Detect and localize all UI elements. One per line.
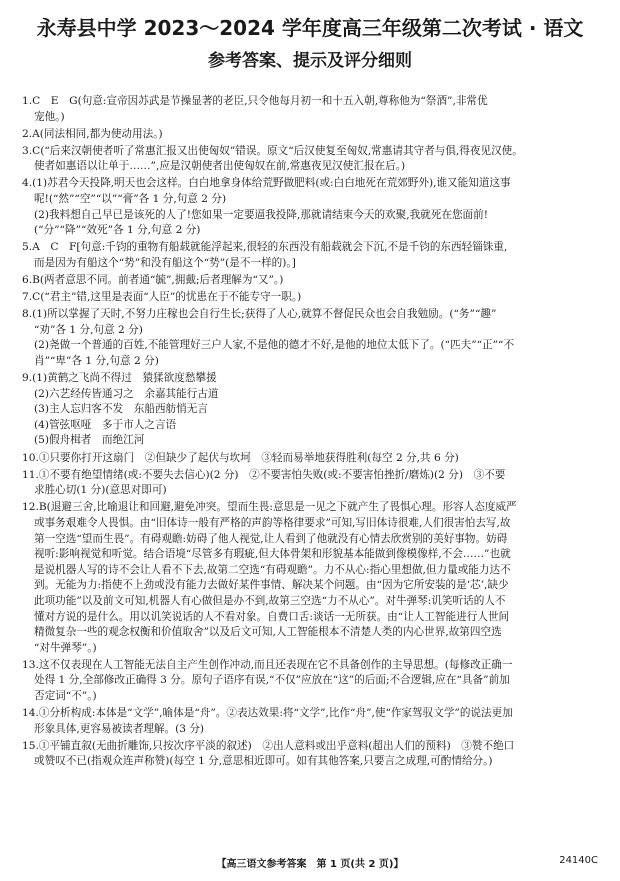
answer-item (22, 658, 604, 705)
answer-line: (“分”“降”“效死”各 1 分,句意 2 分) (34, 224, 201, 237)
answer-line: 精微复杂一些的观念权衡和价值取舍”以及后文可知,人工智能根本不清楚人类的内心世界,故第四空选 (34, 626, 502, 639)
answer-item (22, 371, 604, 449)
answer-list (22, 94, 604, 771)
answer-item (22, 176, 604, 238)
answer-line: 此项功能”以及前文可知,机器人有心做但是办不到,故第三空选“力不从心”。对牛弹琴:讥笑听话的人不 (34, 594, 506, 607)
answer-line: 处得 1 分,全部修改正确得 3 分。原句子语序有误,“不仅”应放在“这”的后面;不合逻辑,应在“具备”前加 (34, 674, 510, 687)
answer-item (22, 290, 604, 306)
answer-line: 形象具体,更容易被读者理解。(3 分) (34, 722, 205, 735)
answer-line: 到。无能为力:指使不上劲或没有能力去做好某件事情、解决某个问题。由“因为它所安装的是‘芯’,缺少 (34, 579, 509, 592)
answer-line: 4.(1)苏君今天投降,明天也会这样。白白地拿身体给荒野做肥料(或:白白地死在荒郊野外),谁又能知道这事 (22, 177, 511, 190)
answer-line: 而是因为有船这个“势”和没有船这个“势”(是不一样的)。] (34, 256, 296, 269)
answer-item (22, 451, 604, 467)
answer-line: (2)我料想自己早已是该死的人了!您如果一定要逼我投降,那就请结束今天的欢聚,我就死在您面前! (34, 208, 489, 221)
answer-line: (2)尧做一个普通的百姓,不能管理好三户人家,不是他的德才不好,是他的地位太低下了。(“匹夫”“正”“不 (34, 339, 515, 352)
answer-line: 15.①平铺直叙(无曲折雕饰,只按次序平淡的叙述) ②出人意料或出乎意料(超出人们的预料) ③赞不绝口 (22, 739, 515, 752)
answer-line: (2)六艺经传皆通习之 余嘉其能行古道 (34, 387, 219, 400)
answer-line: 2.A(同法相同,都为使动用法。) (22, 127, 163, 140)
answer-item (22, 739, 604, 770)
answer-line: 12.B(退避三舍,比喻退让和回避,避免冲突。望而生畏:意思是一见之下就产生了畏惧心理。形容人态度威严 (22, 501, 517, 514)
answer-item (22, 240, 604, 271)
answer-line: 3.C(“后来汉朝使者听了常惠汇报又出使匈奴”错误。原文“后汉使复至匈奴,常惠请其守者与俱,得夜见汉使。 (22, 144, 523, 157)
answer-line: 或事务艰难令人畏惧。由“旧体诗一般有严格的声韵等格律要求”可知,写旧体诗很难,人们很害怕去写,故 (34, 516, 511, 529)
page-subtitle: 参考答案、提示及评分细则 (208, 51, 412, 71)
answer-line: (3)主人忘归客不发 东船西舫悄无言 (34, 403, 208, 416)
answer-line: 7.C(“君主”错,这里是表面“人臣”的忧患在于不能专守一职。) (22, 291, 302, 304)
answer-line: 8.(1)所以掌握了天时,不努力庄稼也会自行生长;获得了人心,就算不督促民众也会自我勉励。(“务”“趣” (22, 308, 497, 321)
answer-line: (4)管弦呕哑 多于市人之言语 (34, 418, 177, 431)
answer-item (22, 500, 604, 656)
answer-line: “劝”各 1 分,句意 2 分) (34, 323, 143, 336)
answer-line: 5.A C F[句意:千钧的重物有船载就能浮起来,很轻的东西没有船载就会下沉,不是千钧的东西轻锱铢重, (22, 241, 508, 254)
answer-line: 10.①只要你打开这扇门 ②但缺少了起伏与坎坷 ③轻而易举地获得胜利(每空 2 分,共 6 分) (22, 451, 459, 464)
answer-line: 呢!(“然”“空”“以”“膏”各 1 分,句意 2 分) (34, 193, 227, 206)
answer-line: “对牛弹琴”。) (34, 641, 97, 654)
answer-line: 9.(1)黄鹤之飞尚不得过 猿猱欲度愁攀援 (22, 372, 217, 385)
answer-line: 使者如惠语以让单于……”,应是汉朝使者出使匈奴在前,常惠夜见汉使汇报在后。) (34, 160, 406, 173)
answer-line: 1.C E G(句意:宣帝因苏武是节操显著的老臣,只令他每月初一和十五入朝,尊称他为“祭酒”,非常优 (22, 95, 488, 107)
answer-item (22, 307, 604, 369)
answer-line: 肖”“卑”各 1 分,句意 2 分) (34, 355, 159, 367)
answer-line: 求胜心切(1 分)(意思对即可) (34, 484, 167, 497)
page-title: 永寿县中学 2023～2024 学年度高三年级第二次考试 · 语文 (36, 16, 584, 40)
answer-line: 是说机器人写的诗不会让人看不下去,故第二空选“有碍观瞻”。力不从心:指心里想做,但力量或能力达不 (34, 563, 511, 576)
answer-line: 否定词“不”。) (34, 689, 97, 702)
answer-item (22, 273, 604, 289)
answer-item (22, 144, 604, 175)
answer-item (22, 468, 604, 499)
answer-item (22, 706, 604, 737)
answer-line: 或赞叹不已(指观众连声称赞)(每空 1 分,意思相近即可。如有其他答案,只要言之成理,可酌情给分。) (34, 755, 493, 768)
answer-line: 14.①分析构成:本体是“文学”,喻体是“舟”。②表达效果:将“文学”,比作“舟”,使“作家驾驭文学”的说法更加 (22, 707, 513, 720)
answer-item (22, 127, 604, 143)
footer-paper-code: 24140C (559, 855, 598, 866)
answer-item (22, 94, 604, 125)
answer-line: 懂对方说的是什么。用以讥笑说话的人不看对象。自费口舌:谈话一无所获。由“让人工智能进行人世间 (34, 610, 510, 623)
answer-line: 第一空选“望而生畏”。有碍观瞻:妨碍了他人视觉,让人看到了他就没有心情去欣赏别的美好事物。妨碍 (34, 532, 508, 545)
answer-line: 宠他。) (34, 110, 65, 123)
answer-line: 11.①不要有绝望情绪(或:不要失去信心)(2 分) ②不要害怕失败(或:不要害怕挫折/磨炼)(2 分) ③不要 (22, 468, 506, 481)
answer-line: (5)假舟楫者 而绝江河 (34, 434, 145, 447)
page-footer (0, 855, 620, 871)
answer-line: 13.这不仅表现在人工智能无法自主产生创作冲动,而且还表现在它不具备创作的主导思想。(每修改正确一 (22, 658, 513, 671)
answer-line: 6.B(两者意思不同。前者通“毓”,拥戴;后者理解为“又”。) (22, 274, 284, 287)
footer-page-label: 【高三语文参考答案 第 1 页(共 2 页)】 (216, 859, 404, 870)
answer-line: 视听:影响视觉和听觉。结合语境“尽管多有瑕疵,但大体骨架和形貌基本能做到像模像样,不会……”也就 (34, 548, 511, 561)
